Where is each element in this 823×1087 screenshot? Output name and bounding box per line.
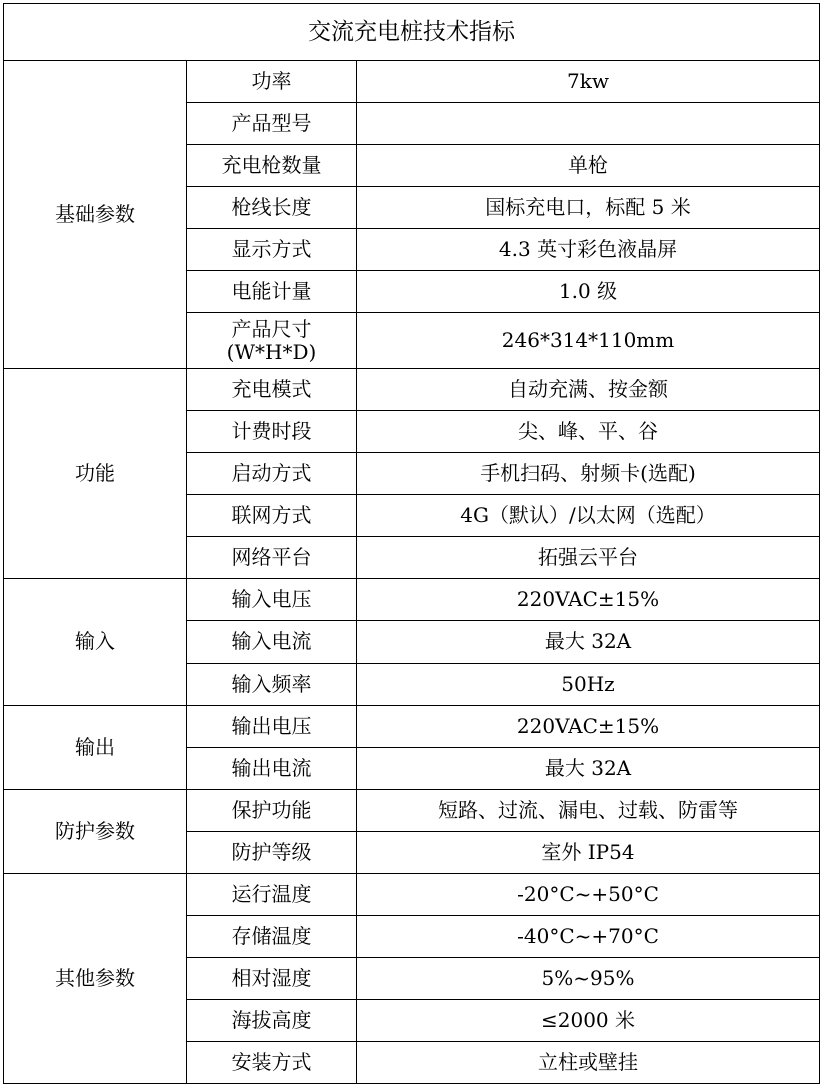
table-row xyxy=(4,579,820,621)
param-name: 显示方式 xyxy=(187,229,357,271)
param-value: 220VAC±15% xyxy=(357,579,820,621)
param-value: 最大 32A xyxy=(357,621,820,663)
param-value: 拓强云平台 xyxy=(357,537,820,579)
param-value: 7kw xyxy=(357,61,820,103)
param-value: 立柱或壁挂 xyxy=(357,1041,820,1083)
param-value: 短路、过流、漏电、过载、防雷等 xyxy=(357,789,820,831)
param-name: 运行温度 xyxy=(187,873,357,915)
param-value: ≤2000 米 xyxy=(357,999,820,1041)
spec-table-body xyxy=(4,4,820,1084)
param-value: 220VAC±15% xyxy=(357,705,820,747)
param-value: 单枪 xyxy=(357,145,820,187)
group-label: 输入 xyxy=(4,579,187,705)
param-value xyxy=(357,103,820,145)
group-label: 其他参数 xyxy=(4,873,187,1083)
table-row xyxy=(4,789,820,831)
group-label: 功能 xyxy=(4,369,187,579)
table-row xyxy=(4,705,820,747)
param-value: 50Hz xyxy=(357,663,820,705)
param-value: 室外 IP54 xyxy=(357,831,820,873)
param-name: 联网方式 xyxy=(187,495,357,537)
param-name: 输入电流 xyxy=(187,621,357,663)
param-value: 4.3 英寸彩色液晶屏 xyxy=(357,229,820,271)
group-label: 防护参数 xyxy=(4,789,187,873)
param-value: 手机扫码、射频卡(选配) xyxy=(357,453,820,495)
param-name xyxy=(187,313,357,369)
table-row xyxy=(4,61,820,103)
group-label: 输出 xyxy=(4,705,187,789)
param-name: 充电模式 xyxy=(187,369,357,411)
param-name: 电能计量 xyxy=(187,271,357,313)
param-value: 国标充电口，标配 5 米 xyxy=(357,187,820,229)
param-value: 尖、峰、平、谷 xyxy=(357,411,820,453)
table-title: 交流充电桩技术指标 xyxy=(4,4,820,61)
param-name: 功率 xyxy=(187,61,357,103)
param-name: 输出电压 xyxy=(187,705,357,747)
group-label: 基础参数 xyxy=(4,61,187,369)
param-value: -40°C~+70°C xyxy=(357,915,820,957)
param-value: 246*314*110mm xyxy=(357,313,820,369)
param-name: 输入电压 xyxy=(187,579,357,621)
param-name: 产品型号 xyxy=(187,103,357,145)
param-name: 防护等级 xyxy=(187,831,357,873)
param-name: 输入频率 xyxy=(187,663,357,705)
param-name: 保护功能 xyxy=(187,789,357,831)
param-name: 网络平台 xyxy=(187,537,357,579)
param-name: 海拔高度 xyxy=(187,999,357,1041)
spec-table xyxy=(3,3,820,1084)
table-row xyxy=(4,873,820,915)
param-name-line2: (W*H*D) xyxy=(226,339,317,364)
param-name: 相对湿度 xyxy=(187,957,357,999)
title-row xyxy=(4,4,820,61)
param-name: 启动方式 xyxy=(187,453,357,495)
param-name: 充电枪数量 xyxy=(187,145,357,187)
table-row xyxy=(4,369,820,411)
param-value: 1.0 级 xyxy=(357,271,820,313)
param-value: -20°C~+50°C xyxy=(357,873,820,915)
param-name: 输出电流 xyxy=(187,747,357,789)
param-name: 存储温度 xyxy=(187,915,357,957)
param-name-line1: 产品尺寸 xyxy=(231,316,312,341)
param-name: 安装方式 xyxy=(187,1041,357,1083)
param-name: 计费时段 xyxy=(187,411,357,453)
param-name: 枪线长度 xyxy=(187,187,357,229)
param-value: 最大 32A xyxy=(357,747,820,789)
param-value: 5%~95% xyxy=(357,957,820,999)
param-value: 自动充满、按金额 xyxy=(357,369,820,411)
param-value: 4G（默认）/以太网（选配） xyxy=(357,495,820,537)
